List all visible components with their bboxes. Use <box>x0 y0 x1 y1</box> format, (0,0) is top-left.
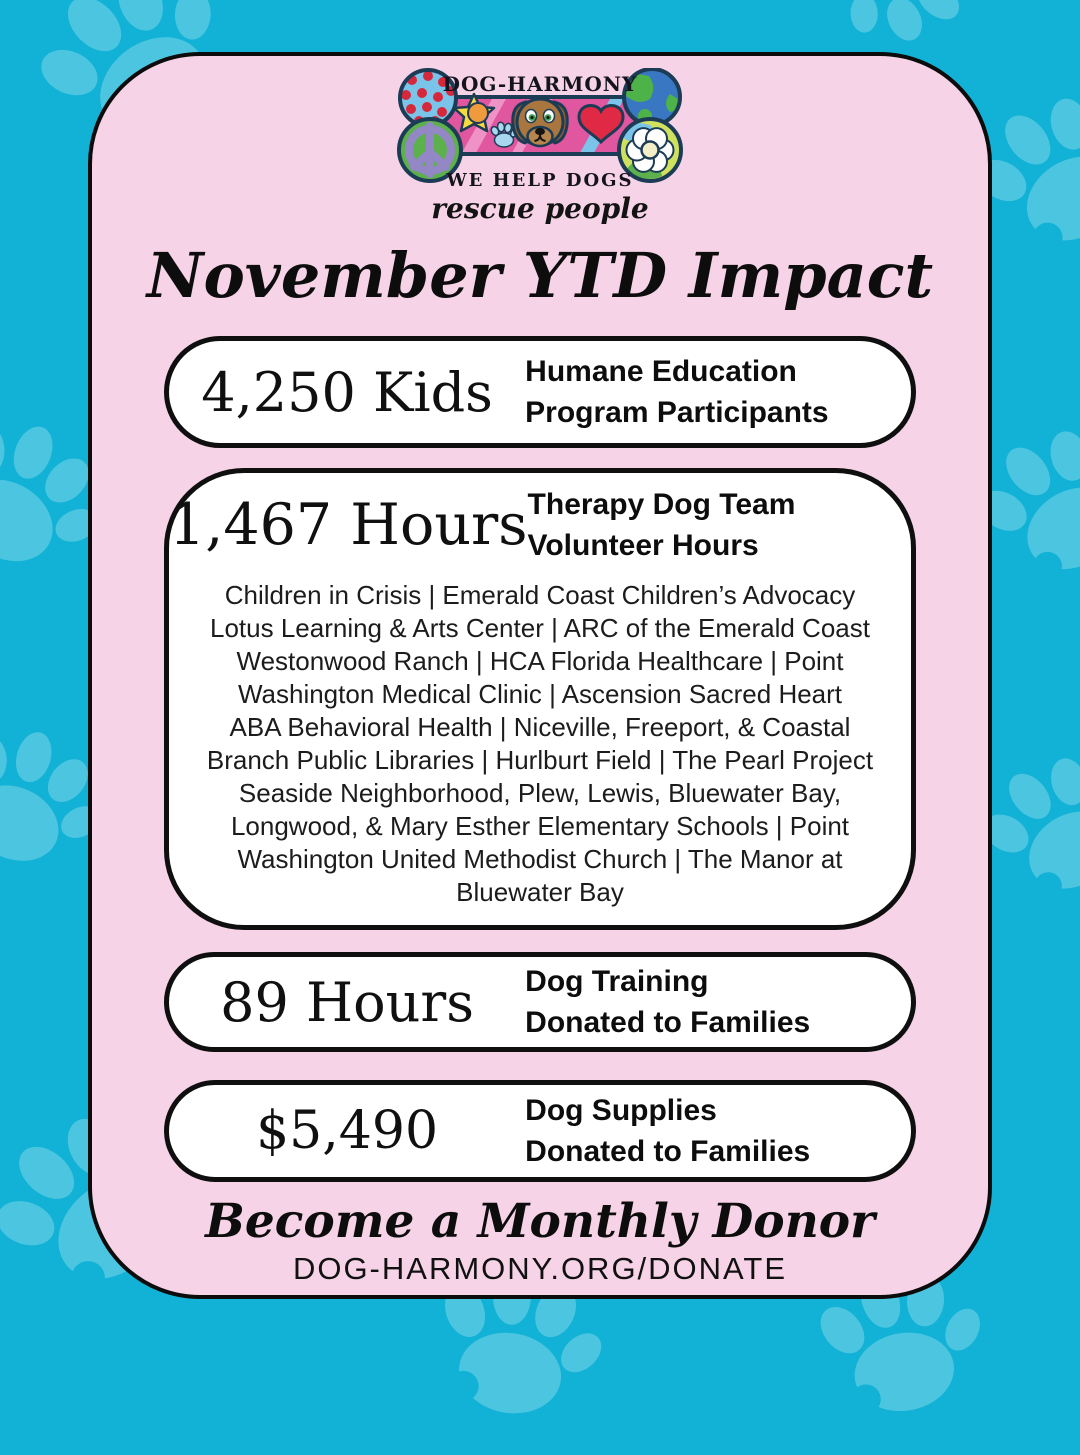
brand-wordmark: DOG-HARMONY <box>442 72 638 96</box>
logo-script-tagline: rescue people <box>431 192 649 225</box>
stat-label-line: Program Participants <box>525 396 829 429</box>
logo-tagline: WE HELP DOGS <box>446 170 634 191</box>
donate-cta: Become a Monthly Donor <box>205 1194 875 1249</box>
stat-value: 1,467 Hours <box>169 492 528 558</box>
partner-list-line: ABA Behavioral Health | Niceville, Freeport, & Coastal <box>229 712 851 742</box>
dog-harmony-logo <box>380 68 700 191</box>
partner-list-line: Westonwood Ranch | HCA Florida Healthcare | Point <box>236 646 844 676</box>
stat-label <box>525 961 911 1043</box>
partner-list-line: Washington Medical Clinic | Ascension Sacred Heart <box>237 679 843 709</box>
poster-panel <box>88 52 992 1299</box>
partner-list-line: Children in Crisis | Emerald Coast Children’s Advocacy <box>224 580 856 610</box>
stat-label <box>525 1090 911 1172</box>
stat-label-line: Volunteer Hours <box>527 529 759 562</box>
partner-list-line: Bluewater Bay <box>456 877 624 907</box>
stat-value: 4,250 Kids <box>201 360 493 424</box>
partner-list-line: Washington United Methodist Church | The Manor at <box>237 844 843 874</box>
stat-label-line: Donated to Families <box>525 1006 811 1039</box>
stat-card-training-hours <box>164 952 916 1052</box>
partner-list-line: Branch Public Libraries | Hurlburt Field | The Pearl Project <box>206 745 874 775</box>
stat-label-line: Humane Education <box>525 354 797 388</box>
stat-card-kids <box>164 336 916 448</box>
stat-label-line: Dog Training <box>525 964 709 998</box>
stat-value: 89 Hours <box>220 970 474 1034</box>
donate-url: DOG-HARMONY.ORG/DONATE <box>292 1251 788 1286</box>
page-title: November YTD Impact <box>146 239 934 312</box>
stat-card-supplies <box>164 1080 916 1182</box>
stat-card-therapy-hours <box>164 468 916 930</box>
stat-label <box>528 484 911 566</box>
stat-card-header <box>169 477 911 573</box>
partner-list <box>169 579 911 909</box>
stat-label-line: Therapy Dog Team <box>527 487 796 521</box>
partner-list-line: Seaside Neighborhood, Plew, Lewis, Bluewater Bay, <box>238 778 842 808</box>
stat-value: $5,490 <box>256 1101 439 1161</box>
stat-label-line: Donated to Families <box>525 1135 811 1168</box>
stat-label-line: Dog Supplies <box>525 1093 717 1127</box>
partner-list-line: Lotus Learning & Arts Center | ARC of the Emerald Coast <box>210 613 870 643</box>
partner-list-line: Longwood, & Mary Esther Elementary Schools | Point <box>230 811 850 841</box>
stat-label <box>525 351 911 433</box>
